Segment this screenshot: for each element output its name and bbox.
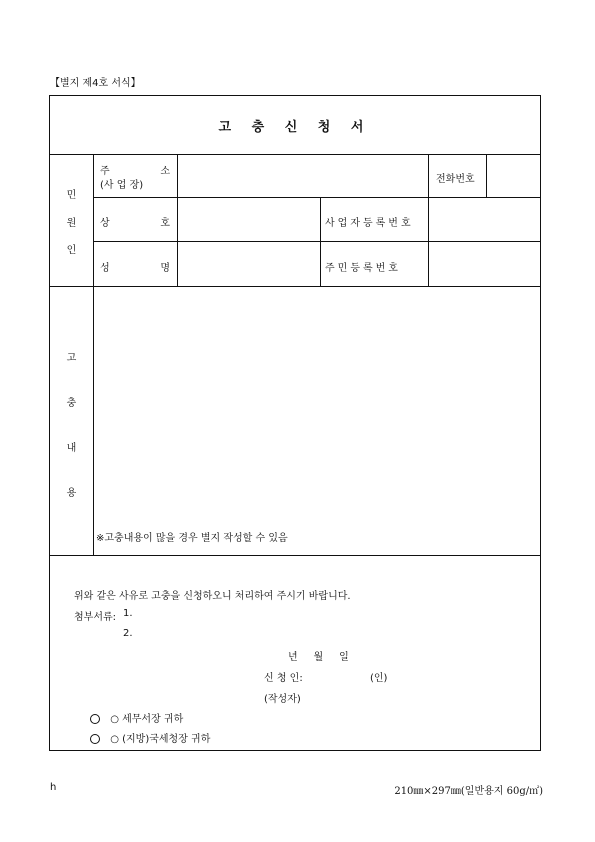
resident-number-label: 주민등록번호 bbox=[325, 263, 401, 274]
divider bbox=[486, 154, 487, 197]
attachment-2: 2. bbox=[123, 628, 133, 639]
applicant-group-label: 민 원 인 bbox=[66, 190, 77, 256]
application-form bbox=[49, 95, 541, 751]
recipient-option-1[interactable]: ○ 세무서장 귀하 bbox=[90, 710, 183, 725]
divider bbox=[50, 154, 540, 155]
divider bbox=[93, 197, 540, 198]
address-sub-label: (사 업 장) bbox=[100, 180, 144, 191]
form-number-label: 【별지 제4호 서식】 bbox=[50, 78, 141, 89]
checkbox-circle-icon[interactable] bbox=[90, 734, 100, 744]
business-number-label: 사업자등록번호 bbox=[325, 218, 414, 229]
complaint-content-field[interactable] bbox=[97, 290, 537, 528]
form-title: 고 충 신 청 서 bbox=[218, 120, 372, 135]
address-label: 주 소 bbox=[100, 166, 170, 177]
divider bbox=[428, 154, 429, 286]
divider bbox=[320, 197, 321, 286]
divider bbox=[93, 241, 540, 242]
name-label: 성 명 bbox=[100, 263, 170, 274]
divider bbox=[50, 555, 540, 556]
resident-number-field[interactable] bbox=[432, 245, 540, 283]
business-number-field[interactable] bbox=[432, 201, 540, 237]
company-field[interactable] bbox=[181, 201, 316, 237]
attachments-label: 첨부서류: bbox=[74, 612, 117, 623]
writer-label: (작성자) bbox=[264, 694, 301, 705]
seal-mark: (인) bbox=[370, 673, 388, 684]
content-note: ※고충내용이 많을 경우 별지 작성할 수 있음 bbox=[96, 533, 288, 544]
address-field[interactable] bbox=[181, 158, 424, 194]
name-field[interactable] bbox=[181, 245, 316, 283]
attachment-1: 1. bbox=[123, 608, 133, 619]
request-statement: 위와 같은 사유로 고충을 신청하오니 처리하여 주시기 바랍니다. bbox=[74, 591, 351, 602]
content-group-label: 고 충 내 용 bbox=[66, 353, 77, 499]
footer-left-text: h bbox=[50, 782, 57, 793]
divider bbox=[50, 286, 540, 287]
divider bbox=[177, 154, 178, 286]
divider bbox=[93, 154, 94, 555]
date-line: 년 월 일 bbox=[288, 652, 349, 663]
phone-field[interactable] bbox=[490, 158, 540, 194]
applicant-line: 신 청 인: bbox=[264, 673, 303, 684]
recipient-option-2[interactable]: ○ (지방)국세청장 귀하 bbox=[90, 730, 210, 745]
checkbox-circle-icon[interactable] bbox=[90, 714, 100, 724]
paper-spec: 210㎜×297㎜(일반용지 60g/㎡) bbox=[394, 786, 543, 797]
company-label: 상 호 bbox=[100, 218, 170, 229]
phone-label: 전화번호 bbox=[436, 174, 475, 185]
